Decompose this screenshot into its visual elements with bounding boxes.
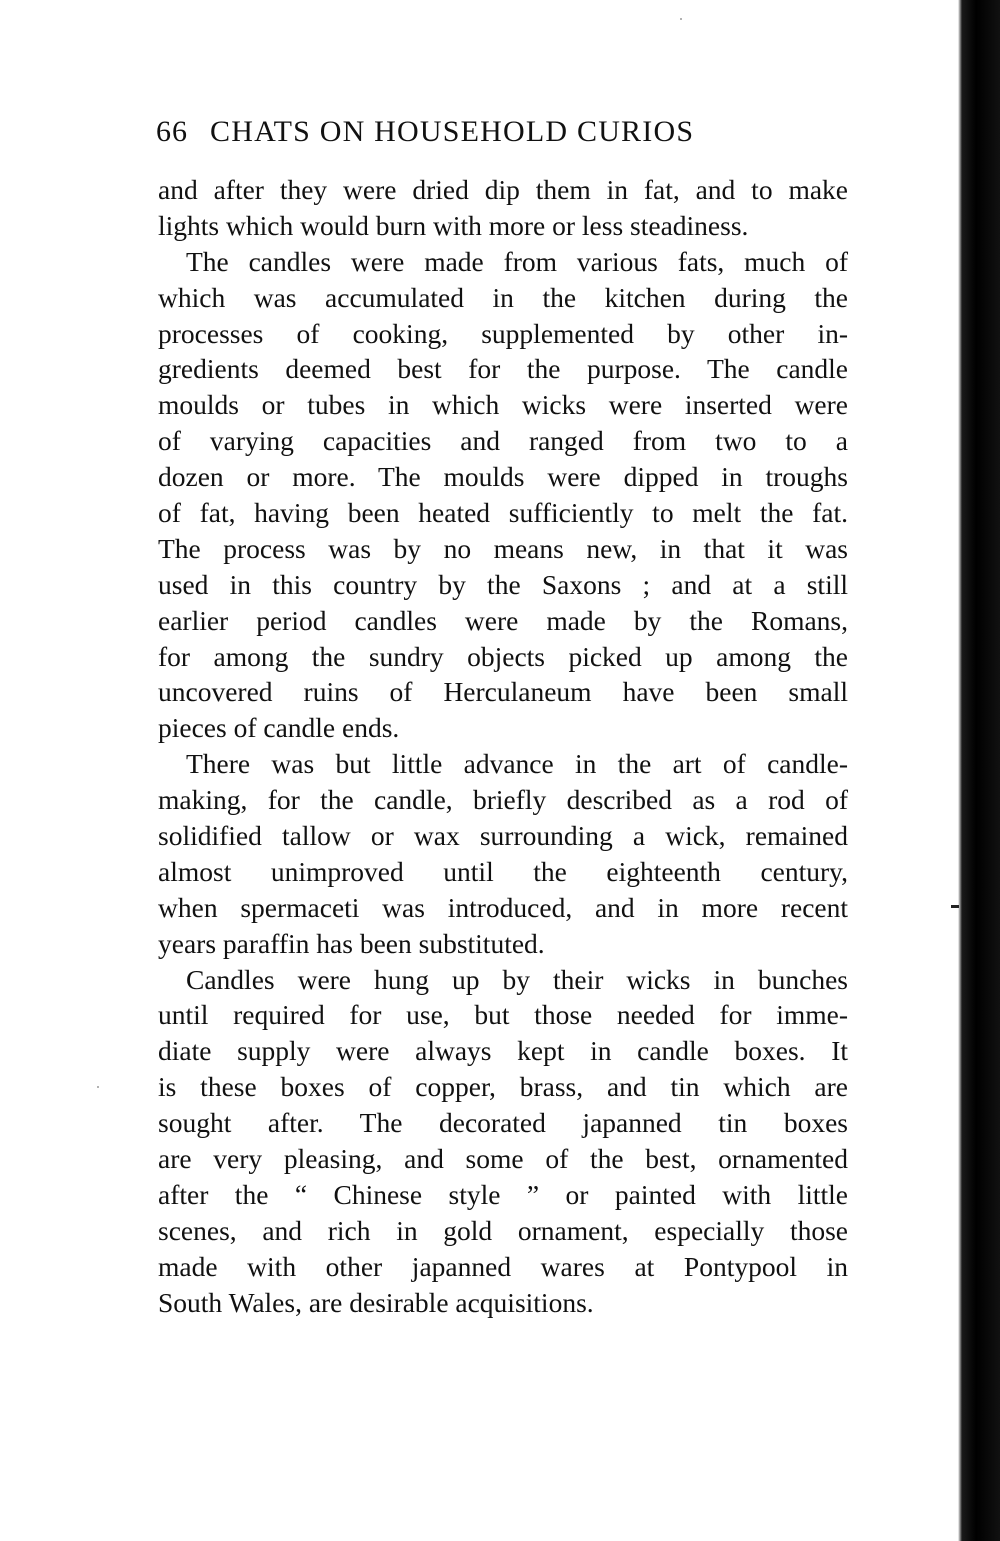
- text-line: pieces of candle ends.: [158, 712, 400, 744]
- paragraph: [158, 244, 848, 746]
- text-line: lights which would burn with more or less steadiness.: [158, 209, 749, 241]
- paragraph: [158, 746, 848, 961]
- text-line: for among the sundry objects picked up among the: [158, 640, 848, 672]
- text-line: solidified tallow or wax surrounding a wick, remained: [158, 820, 848, 852]
- text-line: used in this country by the Saxons ; and at a still: [158, 568, 848, 600]
- scan-speck: [97, 1086, 99, 1088]
- text-line: after the “ Chinese style ” or painted with little: [158, 1178, 848, 1210]
- page-edge-shadow: [956, 0, 1000, 1541]
- text-line: made with other japanned wares at Pontypool in: [158, 1250, 848, 1282]
- text-line: almost unimproved until the eighteenth century,: [158, 855, 848, 887]
- text-line: until required for use, but those needed for imme-: [158, 999, 848, 1031]
- text-line: diate supply were always kept in candle boxes. It: [158, 1035, 848, 1067]
- text-line: moulds or tubes in which wicks were inserted were: [158, 389, 848, 421]
- text-line: which was accumulated in the kitchen during the: [158, 281, 848, 313]
- text-line: of varying capacities and ranged from two to a: [158, 425, 848, 457]
- scan-speck: [680, 18, 682, 20]
- page-number: 66: [156, 115, 188, 148]
- paragraph: [158, 962, 848, 1321]
- text-line: dozen or more. The moulds were dipped in troughs: [158, 461, 848, 493]
- text-line: South Wales, are desirable acquisitions.: [158, 1286, 594, 1318]
- text-line: years paraffin has been substituted.: [158, 927, 545, 959]
- text-line: sought after. The decorated japanned tin boxes: [158, 1107, 848, 1139]
- text-line: are very pleasing, and some of the best, ornamented: [158, 1143, 848, 1175]
- text-line: of fat, having been heated sufficiently to melt the fat.: [158, 497, 848, 529]
- text-line: The candles were made from various fats, much of: [186, 245, 848, 277]
- text-line: uncovered ruins of Herculaneum have been small: [158, 676, 848, 708]
- text-line: earlier period candles were made by the Romans,: [158, 604, 848, 636]
- text-line: making, for the candle, briefly described as a rod of: [158, 784, 848, 816]
- text-line: scenes, and rich in gold ornament, especially those: [158, 1214, 848, 1246]
- paragraph: [158, 172, 848, 244]
- text-line: The process was by no means new, in that it was: [158, 532, 848, 564]
- text-line: is these boxes of copper, brass, and tin which are: [158, 1071, 848, 1103]
- body-text: [158, 172, 848, 1321]
- text-line: and after they were dried dip them in fat, and to make: [158, 174, 848, 205]
- text-line: processes of cooking, supplemented by other in-: [158, 317, 848, 349]
- text-line: gredients deemed best for the purpose. The candle: [158, 353, 848, 385]
- text-line: There was but little advance in the art of candle-: [186, 748, 848, 780]
- edge-notch: [951, 905, 959, 908]
- running-header: [156, 110, 856, 154]
- running-title: CHATS ON HOUSEHOLD CURIOS: [210, 115, 695, 148]
- text-line: when spermaceti was introduced, and in more recent: [158, 891, 848, 923]
- text-line: Candles were hung up by their wicks in bunches: [186, 963, 848, 995]
